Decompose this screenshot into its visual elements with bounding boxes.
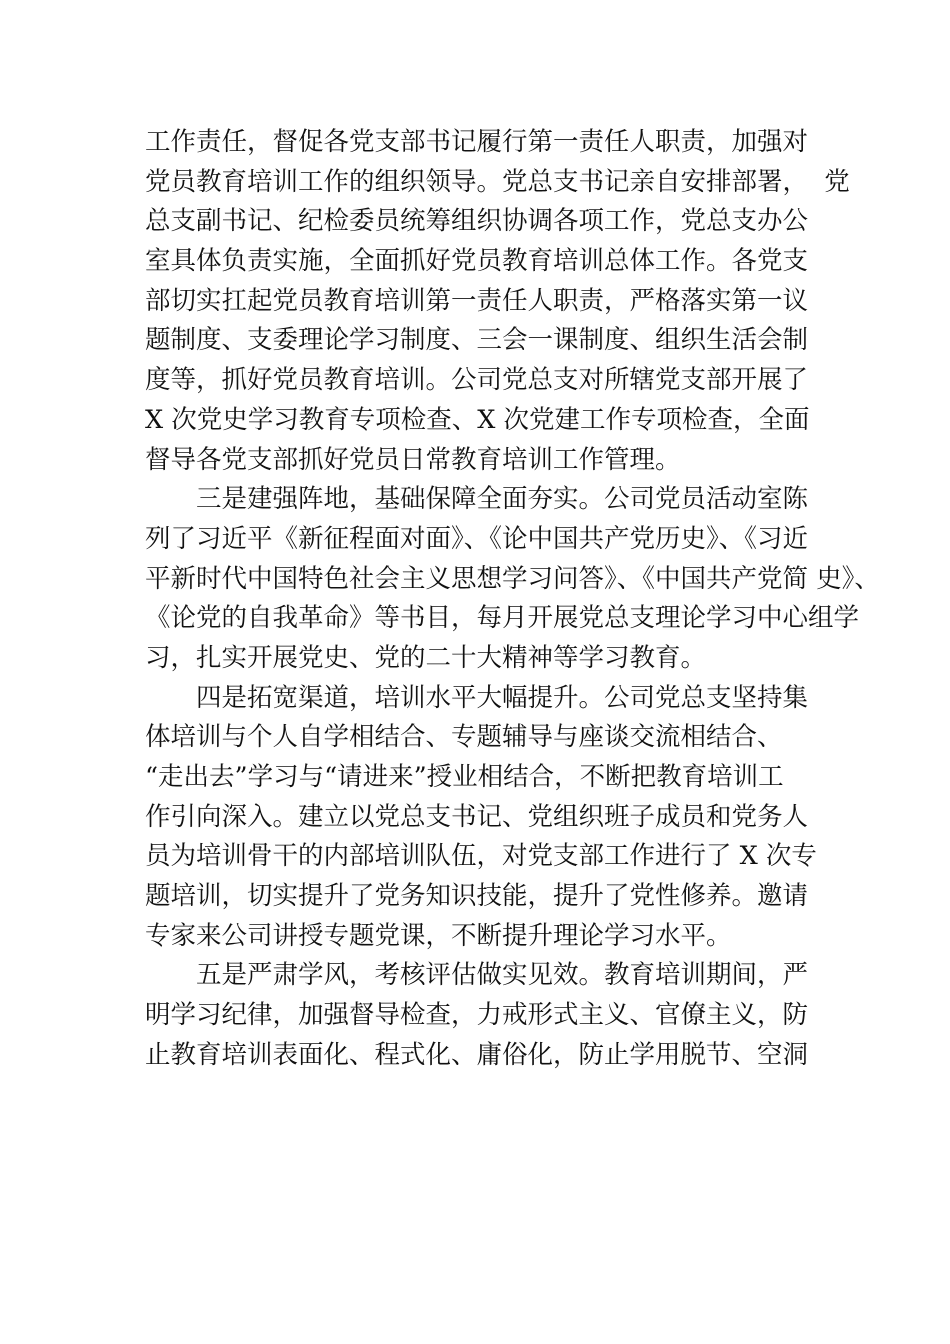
text-line: 四是拓宽渠道，培训水平大幅提升。公司党总支坚持集 xyxy=(196,682,809,713)
text-line: 工作责任，督促各党支部书记履行第一责任人职责，加强对 xyxy=(145,127,809,157)
text-line: 题制度、支委理论学习制度、三会一课制度、组织生活会制 xyxy=(145,325,809,356)
text-line: 总支副书记、纪检委员统筹组织协调各项工作，党总支办公 xyxy=(145,206,809,237)
text-line: 止教育培训表面化、程式化、庸俗化，防止学用脱节、空洞 xyxy=(145,1039,809,1070)
text-line: 度等，抓好党员教育培训。公司党总支对所辖党支部开展了 xyxy=(145,365,809,396)
text-line: 作引向深入。建立以党总支书记、党组织班子成员和党务人 xyxy=(145,801,809,832)
text-line: 党员教育培训工作的组织领导。党总支书记亲自安排部署， 党 xyxy=(145,166,850,197)
text-line: 室具体负责实施，全面抓好党员教育培训总体工作。各党支 xyxy=(145,246,809,277)
text-line: 部切实扛起党员教育培训第一责任人职责，严格落实第一议 xyxy=(145,285,809,316)
text-line: 体培训与个人自学相结合、专题辅导与座谈交流相结合、 xyxy=(145,722,783,753)
text-line: 习，扎实开展党史、党的二十大精神等学习教育。 xyxy=(145,642,707,673)
text-line: 明学习纪律，加强督导检查，力戒形式主义、官僚主义，防 xyxy=(145,1000,809,1031)
text-line: 员为培训骨干的内部培训队伍，对党支部工作进行了 X 次专 xyxy=(145,841,817,872)
text-line: 《论党的自我革命》等书目，每月开展党总支理论学习中心组学 xyxy=(145,603,860,634)
text-line: 题培训，切实提升了党务知识技能，提升了党性修养。邀请 xyxy=(145,881,809,912)
text-line: 三是建强阵地，基础保障全面夯实。公司党员活动室陈 xyxy=(196,484,809,515)
paragraph-p2-three xyxy=(145,480,880,678)
text-line: 专家来公司讲授专题党课，不断提升理论学习水平。 xyxy=(145,920,732,951)
paragraph-p3-four xyxy=(145,679,825,957)
body-text xyxy=(145,123,880,1076)
text-line: 督导各党支部抓好党员日常教育培训工作管理。 xyxy=(145,444,681,475)
paragraph-p1-continued xyxy=(145,123,850,480)
text-line: 平新时代中国特色社会主义思想学习问答》、《中国共产党简 史》、 xyxy=(145,563,880,594)
paragraph-p4-five xyxy=(145,956,825,1075)
text-line: 列了习近平《新征程面对面》、《论中国共产党历史》、《习近 xyxy=(145,523,809,554)
text-line: X 次党史学习教育专项检查、X 次党建工作专项检查，全面 xyxy=(145,404,810,435)
text-line: “走出去”学习与“请进来”授业相结合，不断把教育培训工 xyxy=(145,762,784,792)
text-line: 五是严肃学风，考核评估做实见效。教育培训期间，严 xyxy=(196,960,809,991)
